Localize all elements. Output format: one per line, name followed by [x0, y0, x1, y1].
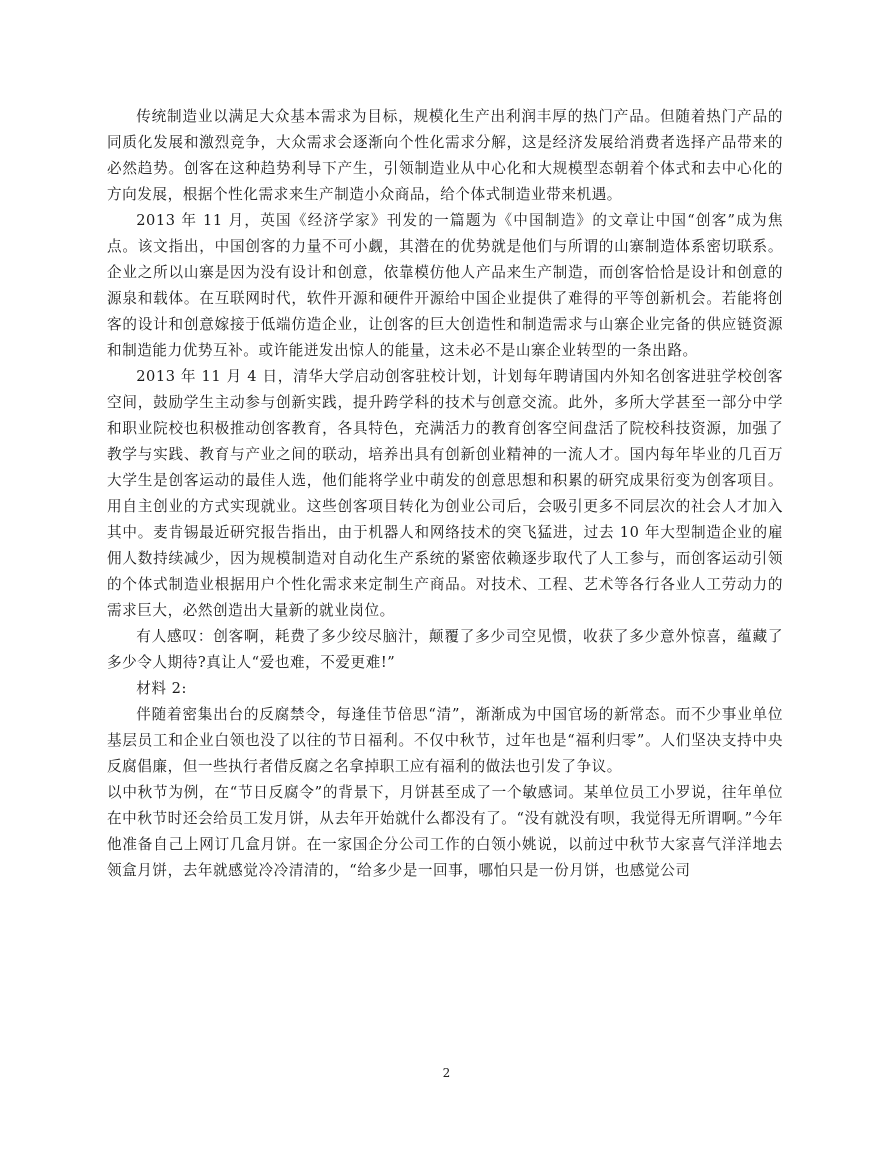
- paragraph-traditional-manufacturing: 传统制造业以满足大众基本需求为目标，规模化生产出利润丰厚的热门产品。但随着热门产品的同质化发展和激烈竞争，大众需求会逐渐向个性化需求分解，这是经济发展给消费者选择产品带来的必然趋势。创客在这种趋势利导下产生，引领制造业从中心化和大规模型态朝着个体式和去中心化的方向发展，根据个性化需求来生产制造小众商品，给个体式制造业带来机遇。: [107, 108, 783, 203]
- page-number: 2: [442, 1066, 451, 1080]
- material-2-heading: 材料 2:: [136, 680, 187, 697]
- paragraph-economist-2013: 2013 年 11 月，英国《经济学家》刊发的一篇题为《中国制造》的文章让中国“创客”成为焦点。该文指出，中国创客的力量不可小觑，其潜在的优势就是他们与所谓的山寨制造体系密切联系。企业之所以山寨是因为没有设计和创意，依靠模仿他人产品来生产制造，而创客恰恰是设计和创意的源泉和载体。在互联网时代，软件开源和硬件开源给中国企业提供了难得的平等创新机会。若能将创客的设计和创意嫁接于低端仿造企业，让创客的巨大创造性和制造需求与山寨企业完备的供应链资源和制造能力优势互补。或许能迸发出惊人的能量，这未必不是山寨企业转型的一条出路。: [107, 212, 783, 359]
- paragraph-maker-sigh: 有人感叹：创客啊，耗费了多少绞尽脑汁，颠覆了多少司空见惯，收获了多少意外惊喜，蕴藏了多少令人期待?真让人“爱也难，不爱更难!”: [107, 628, 783, 671]
- paragraph-tsinghua-maker: 2013 年 11 月 4 日，清华大学启动创客驻校计划，计划每年聘请国内外知名创客进驻学校创客空间，鼓励学生主动参与创新实践，提升跨学科的技术与创意交流。此外，多所大学甚至一部分中学和职业院校也积极推动创客教育，各具特色，充满活力的教育创客空间盘活了院校科技资源，加强了教学与实践、教育与产业之间的联动，培养出具有创新创业精神的一流人才。国内每年毕业的几百万大学生是创客运动的最佳人选，他们能将学业中萌发的创意思想和积累的研究成果衍变为创客项目。用自主创业的方式实现就业。这些创客项目转化为创业公司后，会吸引更多不同层次的社会人才加入其中。麦肯锡最近研究报告指出，由于机器人和网络技术的突飞猛进，过去 10 年大型制造企业的雇佣人数持续减少，因为规模制造对自动化生产系统的紧密依赖逐步取代了人工参与，而创客运动引领的个体式制造业根据用户个性化需求来定制生产商品。对技术、工程、艺术等各行各业人工劳动力的需求巨大，必然创造出大量新的就业岗位。: [107, 368, 783, 619]
- paragraph-mid-autumn: 以中秋节为例，在“节日反腐令”的背景下，月饼甚至成了一个敏感词。某单位员工小罗说，往年单位在中秋节时还会给员工发月饼，从去年开始就什么都没有了。“没有就没有呗，我觉得无所谓啊。”今年他准备自己上网订几盒月饼。在一家国企分公司工作的白领小姚说，以前过中秋节大家喜气洋洋地去领盒月饼，去年就感觉冷冷清清的，“给多少是一回事，哪怕只是一份月饼，也感觉公司: [107, 784, 783, 879]
- paragraph-anti-corruption: 伴随着密集出台的反腐禁令，每逢佳节倍思“清”，渐渐成为中国官场的新常态。而不少事业单位基层员工和企业白领也没了以往的节日福利。不仅中秋节，过年也是“福利归零”。人们坚决支持中央反腐倡廉，但一些执行者借反腐之名拿掉职工应有福利的做法也引发了争议。: [107, 706, 783, 775]
- document-body: [107, 104, 783, 884]
